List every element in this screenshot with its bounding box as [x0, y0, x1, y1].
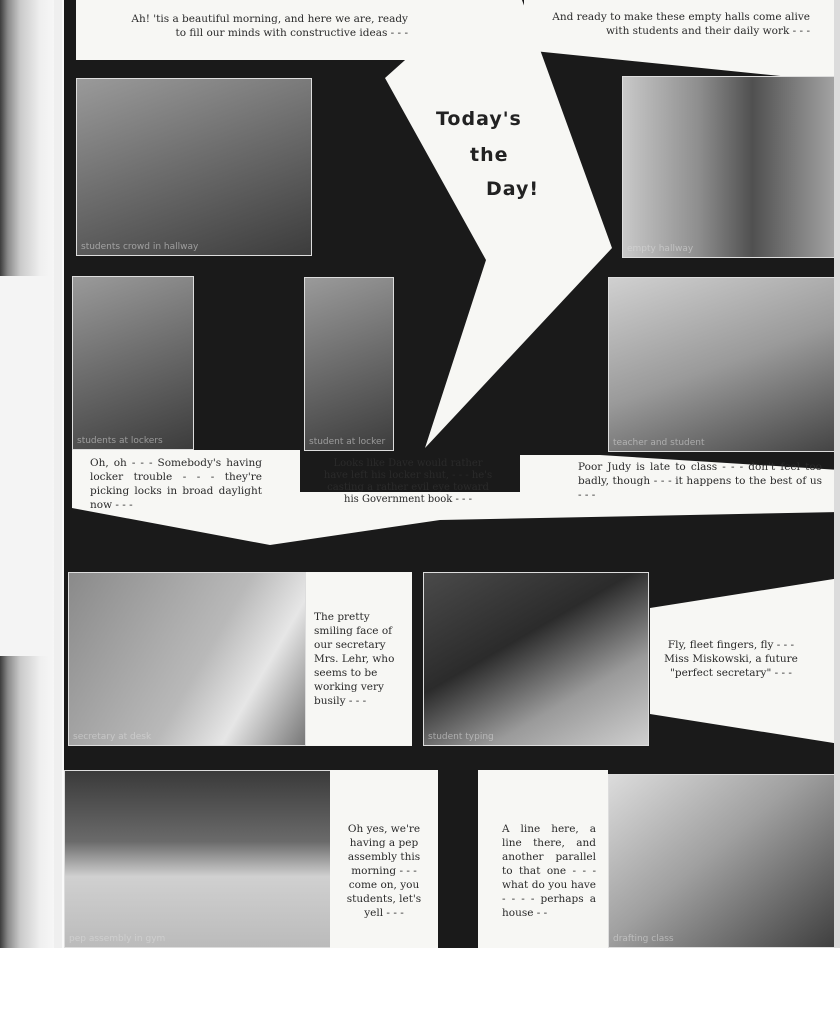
shape-title-chevron: [385, 0, 612, 448]
caption-typist: Fly, fleet fingers, fly - - - Miss Miskowski, a future "perfect secretary" - - -: [664, 639, 798, 679]
photo-lockers: students at lockers: [72, 276, 194, 450]
caption-morning: Ah! 'tis a beautiful morning, and here we are, ready to fill our minds with constructive ideas - - -: [131, 13, 408, 39]
photo-drafting: drafting class: [608, 774, 838, 948]
caption-lockers: Oh, oh - - - Somebody's having locker trouble - - - they're picking locks in broad daylight now - - -: [90, 457, 262, 511]
title-line-1: Today's: [436, 108, 522, 130]
caption-drafting: A line here, a line there, and another parallel to that one - - - what do you have - - - - perhaps a house - -: [502, 823, 596, 919]
caption-halls: And ready to make these empty halls come alive with students and their daily work - - -: [552, 11, 810, 37]
photo-dave-locker: student at locker: [304, 277, 394, 451]
photo-judy-late: teacher and student: [608, 277, 836, 452]
photo-pep-assembly: pep assembly in gym: [64, 770, 332, 948]
caption-pep: Oh yes, we're having a pep assembly this morning - - - come on, you students, let's yell - - -: [346, 823, 422, 919]
photo-secretary: secretary at desk: [68, 572, 306, 746]
title-line-2: the: [470, 144, 509, 166]
photo-typist: student typing: [423, 572, 649, 746]
photo-hallway-crowd: students crowd in hallway: [76, 78, 312, 256]
caption-judy: Poor Judy is late to class - - - don't feel too badly, though - - - it happens to the best of us - - -: [578, 461, 822, 501]
caption-dave: Looks like Dave would rather have left his locker shut, - - - he's casting a rather evil eye toward his Government book - - -: [323, 458, 493, 505]
title-line-3: Day!: [486, 178, 540, 200]
page-edge-right: [834, 0, 840, 948]
photo-empty-hallway: empty hallway: [622, 76, 840, 258]
caption-secretary: The pretty smiling face of our secretary Mrs. Lehr, who seems to be working very busily - - -: [314, 611, 395, 707]
